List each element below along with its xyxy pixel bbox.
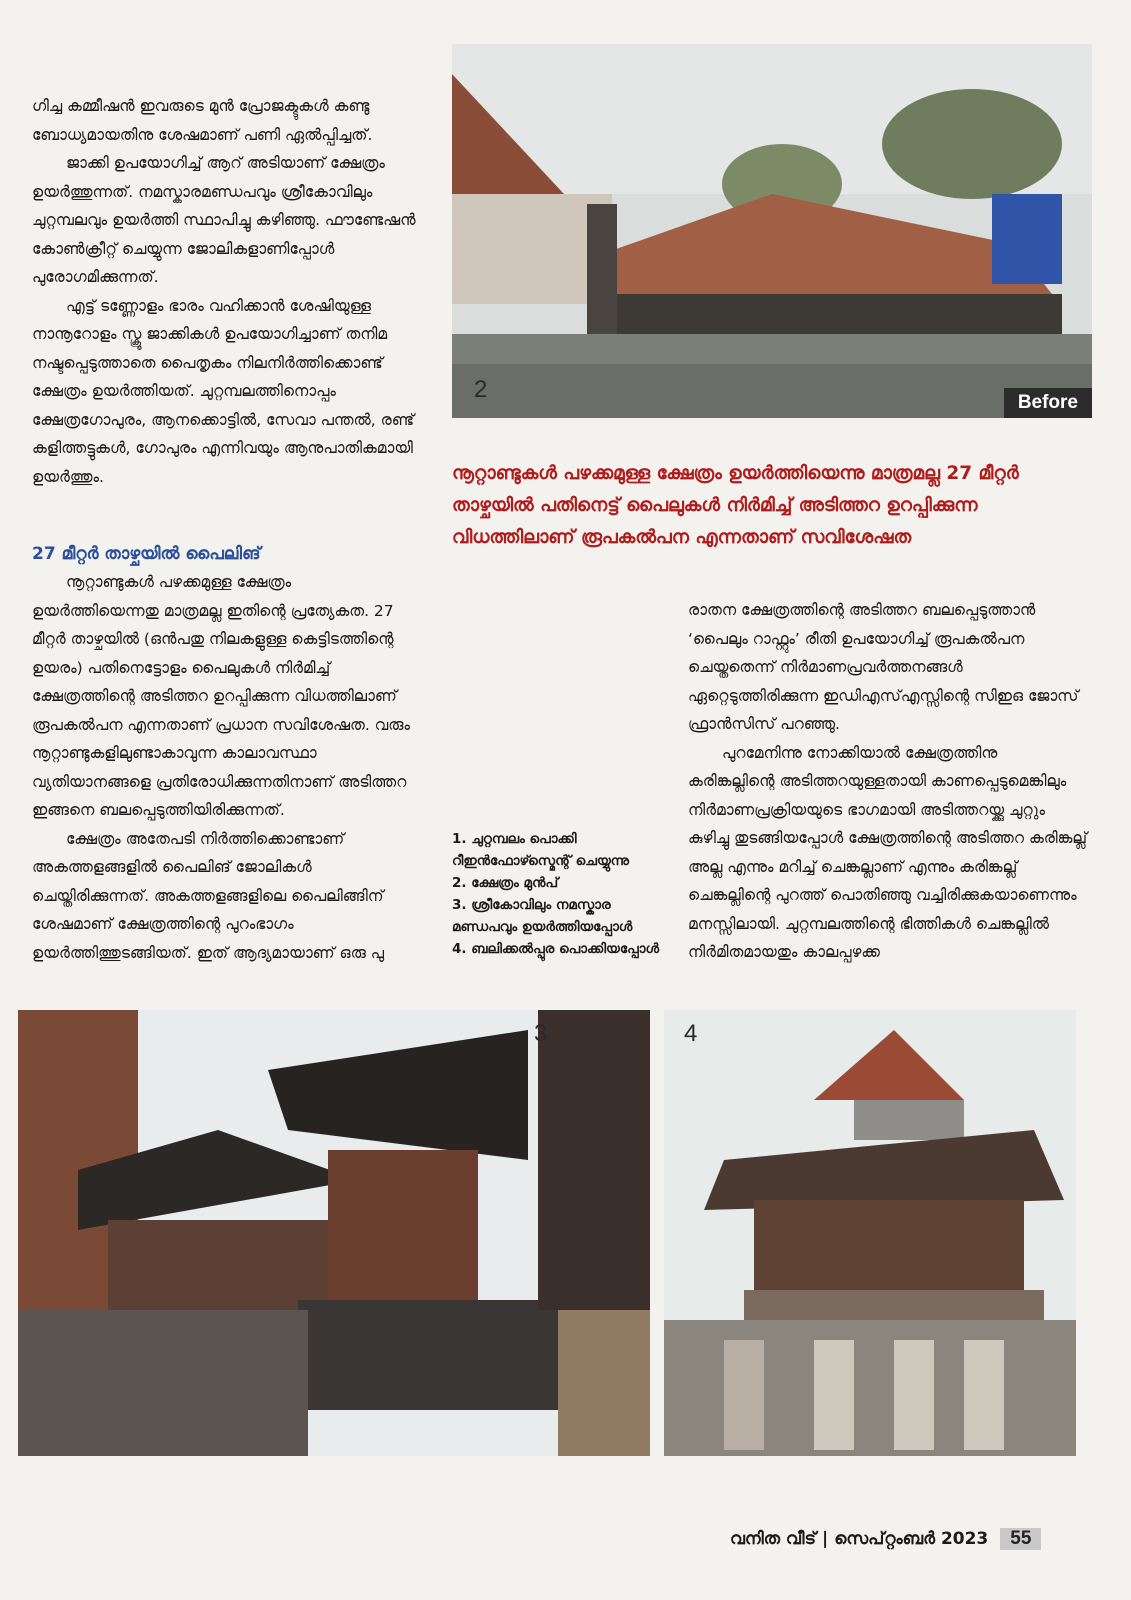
temple-before-image: [452, 44, 1092, 418]
paragraph: രാതന ക്ഷേത്രത്തിന്റെ അടിത്തറ ബലപ്പെടുത്താൻ ‘പൈലും റാഫ്റ്റും’ രീതി ഉപയോഗിച്ച് രൂപകൽപന ചെയ്തതെന്ന് നിർമാണപ്രവർത്തനങ്ങൾ ഏറ്റെടുത്തിരിക്കുന്ന ഇഡിഎസ്എസ്സിന്റെ സിഇഒ ജോസ് ഫ്രാൻസിസ് പറഞ്ഞു.: [688, 601, 1079, 733]
pull-quote: നൂറ്റാണ്ടുകൾ പഴക്കമുള്ള ക്ഷേത്രം ഉയർത്തിയെന്നു മാത്രമല്ല 27 മീറ്റർ താഴ്ചയിൽ പതിനെട്ട് പൈലുകൾ നിർമിച്ച് അടിത്തറ ഉറപ്പിക്കുന്ന വിധത്തിലാണ് രൂപകൽപന എന്നതാണ് സവിശേഷത: [452, 463, 1019, 548]
photo-number: 4: [684, 1020, 698, 1047]
before-badge: Before: [1004, 388, 1092, 418]
paragraph: ക്ഷേത്രം അതേപടി നിർത്തിക്കൊണ്ടാണ് അകത്തളങ്ങളിൽ പൈലിങ് ജോലികൾ ചെയ്തിരിക്കുന്നത്. അകത്തളങ്ങളിലെ പൈലിങ്ങിന് ശേഷമാണ് ക്ഷേത്രത്തിന്റെ പുറംഭാഗം ഉയർത്തിത്തുടങ്ങിയത്. ഇത് ആദ്യമായാണ് ഒരു പു: [32, 829, 385, 962]
sanctum-raised-image: [18, 1010, 650, 1456]
photo-sanctum-raised: [18, 1010, 650, 1456]
magazine-name: വനിത വീട്: [730, 1529, 817, 1549]
left-column-top: [32, 92, 422, 491]
paragraph: ഗിച്ച കമ്മീഷൻ ഇവരുടെ മുൻ പ്രോജക്ടുകൾ കണ്ടു ബോധ്യമായതിനു ശേഷമാണ് പണി ഏൽപ്പിച്ചത്.: [32, 97, 373, 144]
footer-separator: |: [822, 1529, 829, 1549]
paragraph: എട്ട് ടണ്ണോളം ഭാരം വഹിക്കാൻ ശേഷിയുള്ള നാനൂറോളം സ്ക്രൂ ജാക്കികൾ ഉപയോഗിച്ചാണ് തനിമ നഷ്ടപ്പെടുത്താതെ പൈതൃകം നിലനിർത്തിക്കൊണ്ട് ക്ഷേത്രം ഉയർത്തിയത്. ചുറ്റമ്പലത്തിനൊപ്പം ക്ഷേത്രഗോപുരം, ആനക്കൊട്ടിൽ, സേവാ പന്തൽ, രണ്ട് കളിത്തട്ടുകൾ, ഗോപുരം എന്നിവയും ആനുപാതികമായി ഉയർത്തും.: [32, 296, 415, 486]
section-subheading: 27 മീറ്റർ താഴ്ചയിൽ പൈലിങ്: [32, 544, 261, 564]
caption-item: 4. ബലിക്കൽപ്പുര പൊക്കിയപ്പോൾ: [452, 941, 660, 957]
page-number: 55: [1000, 1528, 1041, 1550]
caption-item: 2. ക്ഷേത്രം മുൻപ്: [452, 875, 559, 891]
caption-item: 1. ചുറ്റമ്പലം പൊക്കി റീഇൻഫോഴ്സ്മെന്റ് ചെയ്യുന്നു: [452, 831, 630, 869]
photo-captions: [452, 828, 660, 960]
photo-number: 2: [474, 376, 488, 403]
paragraph: നൂറ്റാണ്ടുകൾ പഴക്കമുള്ള ക്ഷേത്രം ഉയർത്തിയെന്നതു മാത്രമല്ല ഇതിന്റെ പ്രത്യേകത. 27 മീറ്റർ താഴ്ചയിൽ (ഒൻപതു നിലകളുള്ള കെട്ടിടത്തിന്റെ ഉയരം) പതിനെട്ടോളം പൈലുകൾ നിർമിച്ച് ക്ഷേത്രത്തിന്റെ അടിത്തറ ഉറപ്പിക്കുന്ന വിധത്തിലാണ് രൂപകൽപന എന്നതാണ് പ്രധാന സവിശേഷത. വരും നൂറ്റാണ്ടുകളിലുണ്ടാകാവുന്ന കാലാവസ്ഥാ വ്യതിയാനങ്ങളെ പ്രതിരോധിക്കുന്നതിനാണ് അടിത്തറ ഇങ്ങനെ ബലപ്പെടുത്തിയിരിക്കുന്നത്.: [32, 573, 411, 819]
photo-balikkalppura-raised: [664, 1010, 1076, 1456]
page-footer: [730, 1528, 1041, 1550]
left-column-bottom: [32, 568, 422, 967]
paragraph: പുറമേനിന്നു നോക്കിയാൽ ക്ഷേത്രത്തിനു കരിങ്കല്ലിന്റെ അടിത്തറയുള്ളതായി കാണപ്പെടുമെങ്കിലും നിർമാണപ്രക്രിയയുടെ ഭാഗമായി അടിത്തറയ്ക്കു ചുറ്റും കുഴിച്ചു തുടങ്ങിയപ്പോൾ ക്ഷേത്രത്തിന്റെ അടിത്തറ കരിങ്കല്ല് അല്ല എന്നും മറിച്ച് ചെങ്കല്ലാണ് എന്നും കരിങ്കല്ല് ചെങ്കല്ലിന്റെ പുറത്ത് പൊതിഞ്ഞു വച്ചിരിക്കുകയാണെന്നും മനസ്സിലായി. ചുറ്റമ്പലത്തിന്റെ ഭിത്തികൾ ചെങ്കല്ലിൽ നിർമിതമായതും കാലപ്പഴക്ക: [688, 743, 1088, 961]
balikkalppura-raised-image: [664, 1010, 1076, 1456]
issue-date: സെപ്റ്റംബർ 2023: [834, 1529, 989, 1549]
photo-number: 3: [534, 1020, 548, 1047]
right-column: [688, 596, 1088, 967]
paragraph: ജാക്കി ഉപയോഗിച്ച് ആറ് അടിയാണ് ക്ഷേത്രം ഉയർത്തുന്നത്. നമസ്കാരമണ്ഡപവും ശ്രീകോവിലും ചുറ്റമ്പലവും ഉയർത്തി സ്ഥാപിച്ചു കഴിഞ്ഞു. ഫൗണ്ടേഷൻ കോൺക്രീറ്റ് ചെയ്യുന്ന ജോലികളാണിപ്പോൾ പുരോഗമിക്കുന്നത്.: [32, 154, 416, 286]
photo-temple-before: [452, 44, 1092, 418]
caption-item: 3. ശ്രീകോവിലും നമസ്കാര മണ്ഡപവും ഉയർത്തിയപ്പോൾ: [452, 897, 633, 935]
